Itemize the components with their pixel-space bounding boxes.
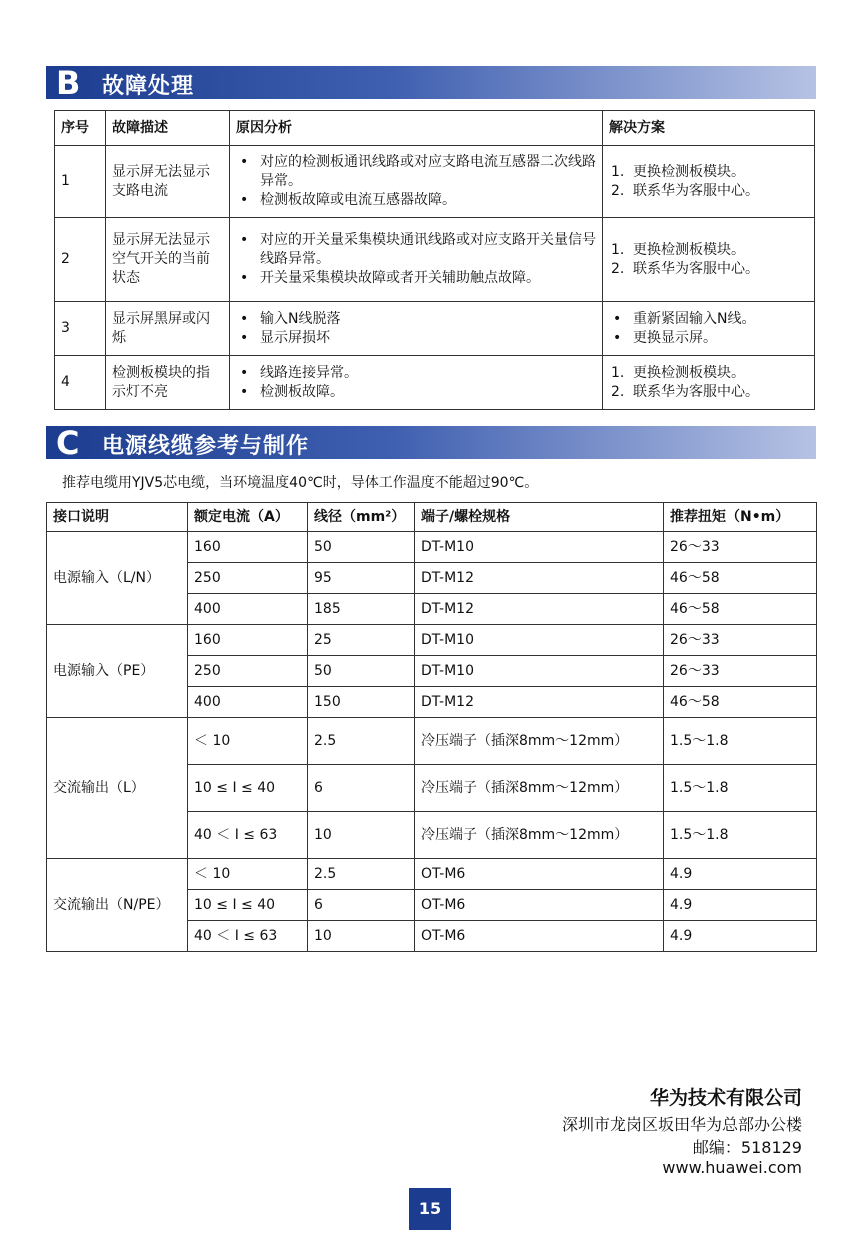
fault-causes [230,218,603,302]
section-c-header [46,424,816,462]
cable-gauge: 95 [308,563,415,594]
cable-torque: 26～33 [664,625,817,656]
cable-terminal: DT-M12 [415,687,664,718]
section-b-header [46,64,816,102]
fault-solutions [603,302,815,356]
fault-no: 2 [55,218,106,302]
fault-causes [230,356,603,410]
cable-terminal: DT-M10 [415,532,664,563]
cause-item: • 开关量采集模块故障或者开关辅助触点故障。 [236,269,596,288]
fault-solutions [603,356,815,410]
cable-gauge: 10 [308,812,415,859]
cable-header-interface: 接口说明 [47,503,188,532]
cable-current: 250 [188,656,308,687]
fault-table [54,110,815,410]
cable-torque: 46～58 [664,563,817,594]
cable-row [47,532,817,563]
cable-torque: 1.5～1.8 [664,718,817,765]
cause-item: • 检测板故障。 [236,383,596,402]
cable-terminal: OT-M6 [415,921,664,952]
fault-header-solution: 解决方案 [603,111,815,146]
cause-item: • 对应的检测板通讯线路或对应支路电流互感器二次线路异常。 [236,153,596,191]
company-address: 深圳市龙岗区坂田华为总部办公楼 [561,1115,802,1134]
cable-torque: 26～33 [664,656,817,687]
company-website[interactable]: www.huawei.com [662,1158,802,1177]
fault-solutions [603,146,815,218]
cable-current: ＜ 10 [188,859,308,890]
cause-item: • 检测板故障或电流互感器故障。 [236,191,596,210]
cable-interface: 电源输入（L/N） [47,532,188,625]
fault-row [55,146,815,218]
cable-gauge: 50 [308,532,415,563]
section-c-letter: C [56,424,80,462]
cable-terminal: DT-M10 [415,656,664,687]
cable-gauge: 6 [308,765,415,812]
cable-current: 10 ≤ I ≤ 40 [188,765,308,812]
cable-table-header-row [47,503,817,532]
fault-header-no: 序号 [55,111,106,146]
cable-torque: 4.9 [664,890,817,921]
fault-causes [230,302,603,356]
company-name: 华为技术有限公司 [649,1087,802,1109]
cause-item: • 线路连接异常。 [236,364,596,383]
cable-header-terminal: 端子/螺栓规格 [415,503,664,532]
solution-item: 1. 更换检测板模块。 [611,163,745,180]
cause-item: • 显示屏损坏 [236,329,596,348]
cable-terminal: 冷压端子（插深8mm～12mm） [415,812,664,859]
cable-gauge: 2.5 [308,859,415,890]
cable-torque: 1.5～1.8 [664,765,817,812]
fault-desc: 显示屏无法显示支路电流 [106,146,230,218]
solution-item: 2. 联系华为客服中心。 [611,260,759,277]
fault-solutions [603,218,815,302]
solution-item: 2. 联系华为客服中心。 [611,182,759,199]
cable-row [47,859,817,890]
cable-note: 推荐电缆用YJV5芯电缆，当环境温度40℃时，导体工作温度不能超过90℃。 [62,475,539,491]
cable-gauge: 185 [308,594,415,625]
cable-current: 250 [188,563,308,594]
cable-table [46,502,817,952]
cable-terminal: DT-M12 [415,563,664,594]
cable-gauge: 150 [308,687,415,718]
cable-interface: 交流输出（L） [47,718,188,859]
cable-terminal: DT-M12 [415,594,664,625]
cable-torque: 46～58 [664,687,817,718]
cable-header-gauge: 线径（mm²） [308,503,415,532]
cause-item: • 输入N线脱落 [236,310,596,329]
cable-current: 160 [188,532,308,563]
cable-gauge: 10 [308,921,415,952]
section-b-title: 故障处理 [102,74,195,99]
fault-header-cause: 原因分析 [230,111,603,146]
fault-no: 3 [55,302,106,356]
fault-desc: 显示屏黑屏或闪烁 [106,302,230,356]
cable-torque: 46～58 [664,594,817,625]
cause-item: • 对应的开关量采集模块通讯线路或对应支路开关量信号线路异常。 [236,231,596,269]
solution-item: 1. 更换检测板模块。 [611,241,745,258]
cable-current: 40 ＜ I ≤ 63 [188,921,308,952]
cable-gauge: 6 [308,890,415,921]
solution-item: • 更换显示屏。 [609,329,808,348]
section-c-title: 电源线缆参考与制作 [102,434,310,459]
cable-header-torque: 推荐扭矩（N•m） [664,503,817,532]
fault-no: 1 [55,146,106,218]
section-b-letter: B [56,64,81,102]
cable-current: 160 [188,625,308,656]
fault-table-header-row [55,111,815,146]
cable-terminal: OT-M6 [415,890,664,921]
cable-interface: 电源输入（PE） [47,625,188,718]
fault-row [55,218,815,302]
cable-row [47,625,817,656]
fault-header-desc: 故障描述 [106,111,230,146]
cable-torque: 4.9 [664,859,817,890]
fault-row [55,356,815,410]
cable-terminal: 冷压端子（插深8mm～12mm） [415,765,664,812]
page-number: 15 [409,1188,451,1230]
cable-terminal: DT-M10 [415,625,664,656]
cable-gauge: 50 [308,656,415,687]
fault-row [55,302,815,356]
fault-no: 4 [55,356,106,410]
solution-item: 2. 联系华为客服中心。 [611,383,759,400]
cable-gauge: 2.5 [308,718,415,765]
cable-terminal: OT-M6 [415,859,664,890]
fault-desc: 检测板模块的指示灯不亮 [106,356,230,410]
cable-current: 40 ＜ I ≤ 63 [188,812,308,859]
cable-header-current: 额定电流（A） [188,503,308,532]
cable-torque: 26～33 [664,532,817,563]
cable-torque: 1.5～1.8 [664,812,817,859]
cable-current: 400 [188,687,308,718]
cable-current: 400 [188,594,308,625]
solution-item: • 重新紧固输入N线。 [609,310,808,329]
cable-terminal: 冷压端子（插深8mm～12mm） [415,718,664,765]
fault-causes [230,146,603,218]
company-zip: 邮编：518129 [692,1138,802,1157]
cable-current: 10 ≤ I ≤ 40 [188,890,308,921]
cable-current: ＜ 10 [188,718,308,765]
fault-desc: 显示屏无法显示空气开关的当前状态 [106,218,230,302]
cable-interface: 交流输出（N/PE） [47,859,188,952]
cable-row [47,718,817,765]
cable-torque: 4.9 [664,921,817,952]
cable-gauge: 25 [308,625,415,656]
solution-item: 1. 更换检测板模块。 [611,364,745,381]
